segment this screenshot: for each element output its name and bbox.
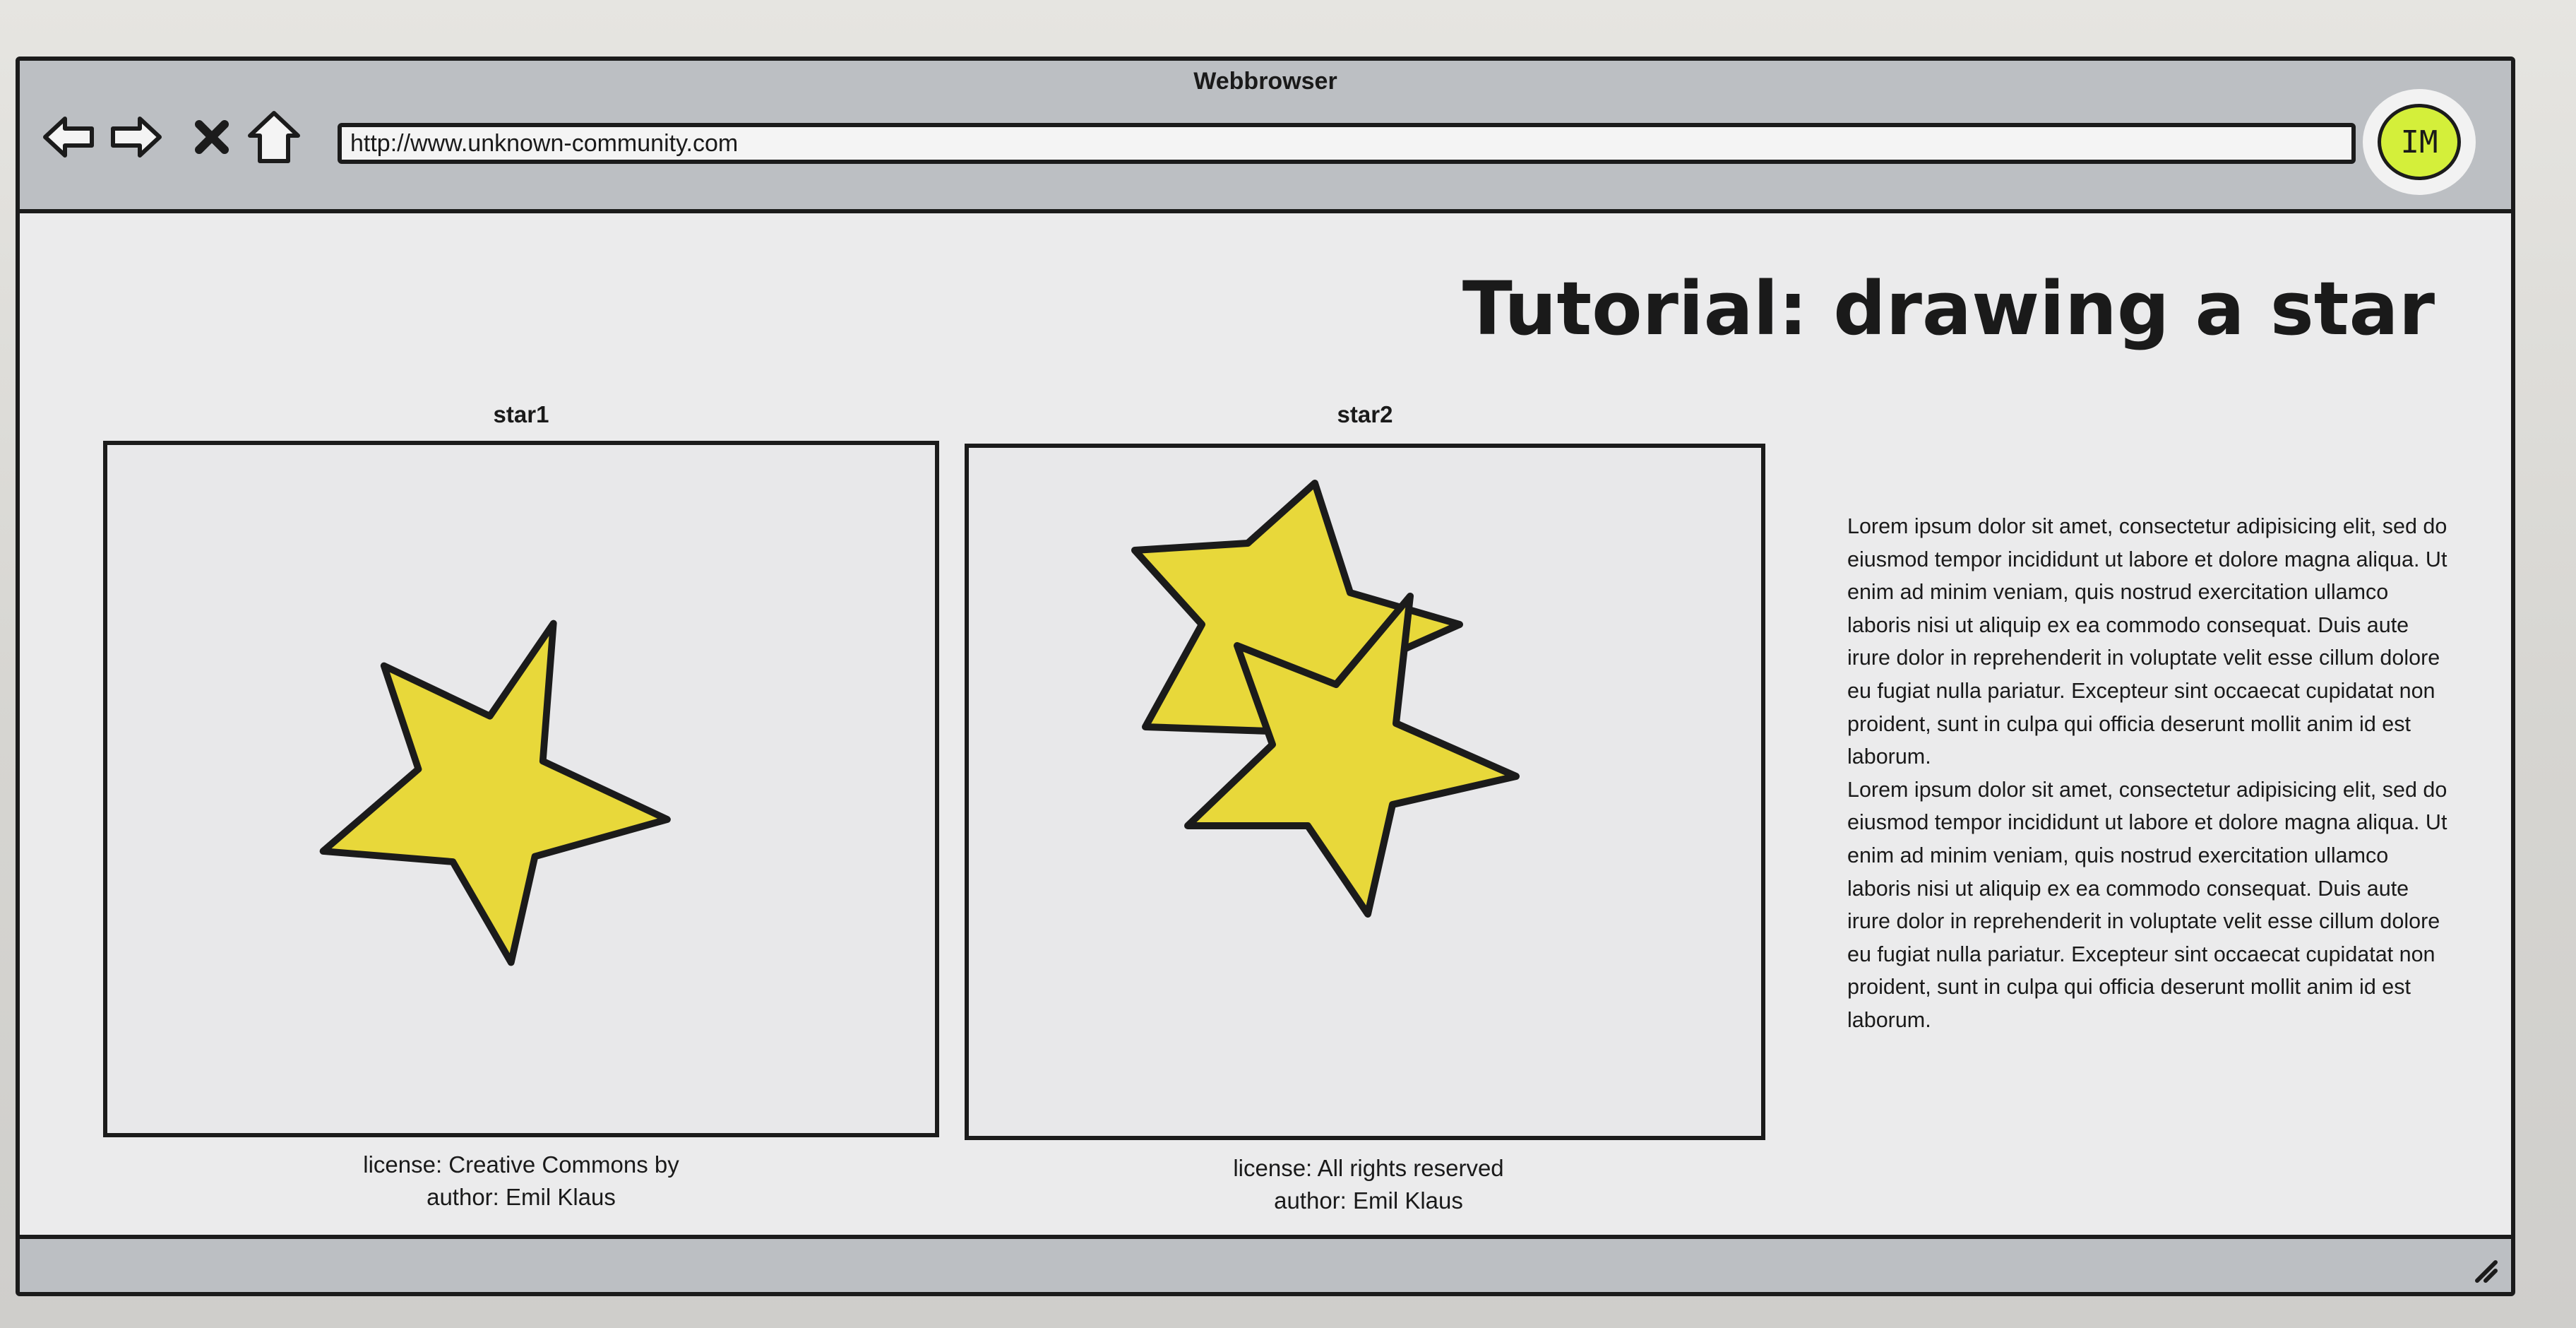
back-button[interactable] xyxy=(41,109,97,165)
paragraph: Lorem ipsum dolor sit amet, consectetur adipisicing elit, sed do eiusmod tempor incididunt ut labore et dolore magna aliqua. Ut enim ad minim veniam, quis nostrud exercitation ullamco laboris nisi ut aliquip ex ea commodo consequat. Duis aute irure dolor in reprehenderit in voluptate velit esse cillum dolore eu fugiat nulla pariatur. Excepteur sint occaecat cupidatat non proident, sunt in culpa qui officia deserunt mollit anim id est laborum. xyxy=(1847,777,2447,1032)
image-caption-star2: star2 xyxy=(1337,401,1393,427)
body-text xyxy=(1847,510,2455,1037)
avatar-initials: IM xyxy=(2400,124,2438,160)
paragraph: Lorem ipsum dolor sit amet, consectetur adipisicing elit, sed do eiusmod tempor incididunt ut labore et dolore magna aliqua. Ut enim ad minim veniam, quis nostrud exercitation ullamco laboris nisi ut aliquip ex ea commodo consequat. Duis aute irure dolor in reprehenderit in voluptate velit esse cillum dolore eu fugiat nulla pariatur. Excepteur sint occaecat cupidatat non proident, sunt in culpa qui officia deserunt mollit anim id est laborum. xyxy=(1847,514,2447,769)
right-arrow-icon xyxy=(107,109,164,165)
left-arrow-icon xyxy=(41,109,97,165)
image-caption-star1: star1 xyxy=(493,401,549,427)
x-icon xyxy=(191,116,233,158)
resize-grip-icon[interactable] xyxy=(2471,1257,2500,1285)
image-star2[interactable] xyxy=(965,444,1765,1140)
page-title: Tutorial: drawing a star xyxy=(1462,266,2435,352)
license-star2 xyxy=(994,1152,1743,1217)
stars-graphic xyxy=(969,448,1761,1136)
license-text: license: All rights reserved xyxy=(1233,1155,1504,1181)
license-star1 xyxy=(133,1149,910,1214)
avatar-badge xyxy=(2378,104,2461,180)
status-bar xyxy=(20,1235,2511,1292)
author-text: author: Emil Klaus xyxy=(1274,1187,1463,1214)
stop-button[interactable] xyxy=(184,109,240,165)
user-avatar[interactable] xyxy=(2363,89,2476,195)
address-bar[interactable] xyxy=(338,123,2356,164)
home-button[interactable] xyxy=(246,109,302,165)
browser-window xyxy=(16,57,2515,1296)
image-star1[interactable] xyxy=(103,441,939,1137)
home-icon xyxy=(246,109,302,165)
license-text: license: Creative Commons by xyxy=(363,1151,679,1178)
url-text: http://www.unknown-community.com xyxy=(350,129,739,157)
forward-button[interactable] xyxy=(107,109,164,165)
browser-toolbar xyxy=(20,61,2511,213)
star-graphic xyxy=(107,445,935,1133)
window-title: Webbrowser xyxy=(1193,68,1337,95)
author-text: author: Emil Klaus xyxy=(427,1184,616,1210)
